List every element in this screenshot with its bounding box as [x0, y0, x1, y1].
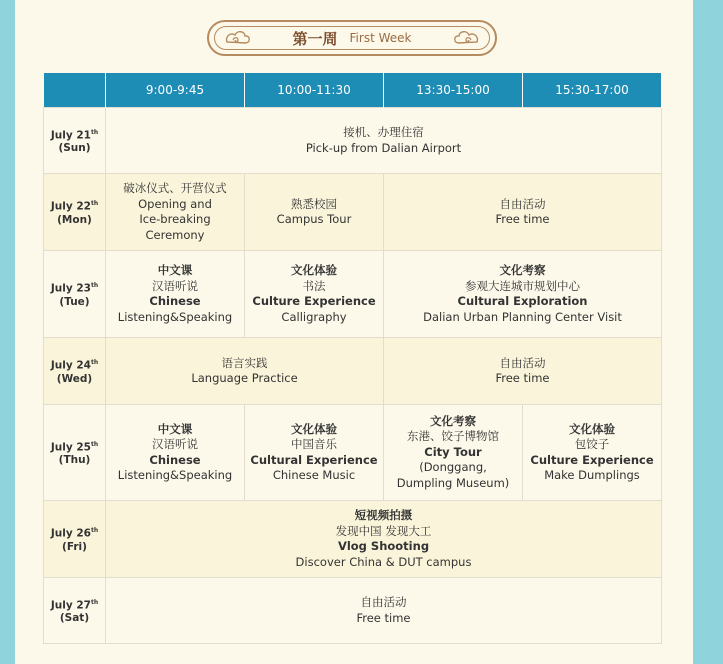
col-header-slot2: 10:00-11:30	[245, 73, 384, 108]
cloud-swirl-right-icon	[451, 26, 481, 50]
col-header-slot4: 15:30-17:00	[523, 73, 662, 108]
activity-cell: 自由活动 Free time	[384, 338, 662, 405]
activity-cell: 接机、办理住宿 Pick-up from Dalian Airport	[106, 108, 662, 174]
date-cell: July 23th (Tue)	[44, 251, 106, 338]
activity-cell: 中文课 汉语听说 Chinese Listening&Speaking	[106, 251, 245, 338]
activity-cell: 语言实践 Language Practice	[106, 338, 384, 405]
activity-cell: 文化考察 东港、饺子博物馆 City Tour (Donggang, Dumpling Museum)	[384, 405, 523, 501]
table-row	[44, 108, 662, 174]
table-row	[44, 338, 662, 405]
col-header-slot3: 13:30-15:00	[384, 73, 523, 108]
table-row	[44, 405, 662, 501]
activity-cell: 短视频拍摄 发现中国 发现大工 Vlog Shooting Discover China & DUT campus	[106, 501, 662, 578]
date-cell: July 24th (Wed)	[44, 338, 106, 405]
week-subtitle: First Week	[349, 31, 412, 45]
date-cell: July 27th (Sat)	[44, 578, 106, 644]
table-row	[44, 251, 662, 338]
table-row	[44, 174, 662, 251]
right-border	[693, 0, 723, 664]
date-cell: July 25th (Thu)	[44, 405, 106, 501]
activity-cell: 中文课 汉语听说 Chinese Listening&Speaking	[106, 405, 245, 501]
week-banner	[207, 20, 497, 56]
activity-cell: 文化体验 包饺子 Culture Experience Make Dumplings	[523, 405, 662, 501]
activity-cell: 破冰仪式、开营仪式 Opening and Ice-breaking Ceremony	[106, 174, 245, 251]
table-row	[44, 578, 662, 644]
date-cell: July 26th (Fri)	[44, 501, 106, 578]
week-title: 第一周	[292, 29, 338, 48]
col-header-slot1: 9:00-9:45	[106, 73, 245, 108]
header-row	[44, 73, 662, 108]
col-header-date	[44, 73, 106, 108]
cloud-swirl-left-icon	[223, 26, 253, 50]
activity-cell: 文化体验 书法 Culture Experience Calligraphy	[245, 251, 384, 338]
date-cell: July 22th (Mon)	[44, 174, 106, 251]
activity-cell: 熟悉校园 Campus Tour	[245, 174, 384, 251]
activity-cell: 自由活动 Free time	[106, 578, 662, 644]
date-cell: July 21th (Sun)	[44, 108, 106, 174]
activity-cell: 文化体验 中国音乐 Cultural Experience Chinese Music	[245, 405, 384, 501]
table-row	[44, 501, 662, 578]
schedule-table	[43, 73, 662, 644]
activity-cell: 自由活动 Free time	[384, 174, 662, 251]
activity-cell: 文化考察 参观大连城市规划中心 Cultural Exploration Dalian Urban Planning Center Visit	[384, 251, 662, 338]
